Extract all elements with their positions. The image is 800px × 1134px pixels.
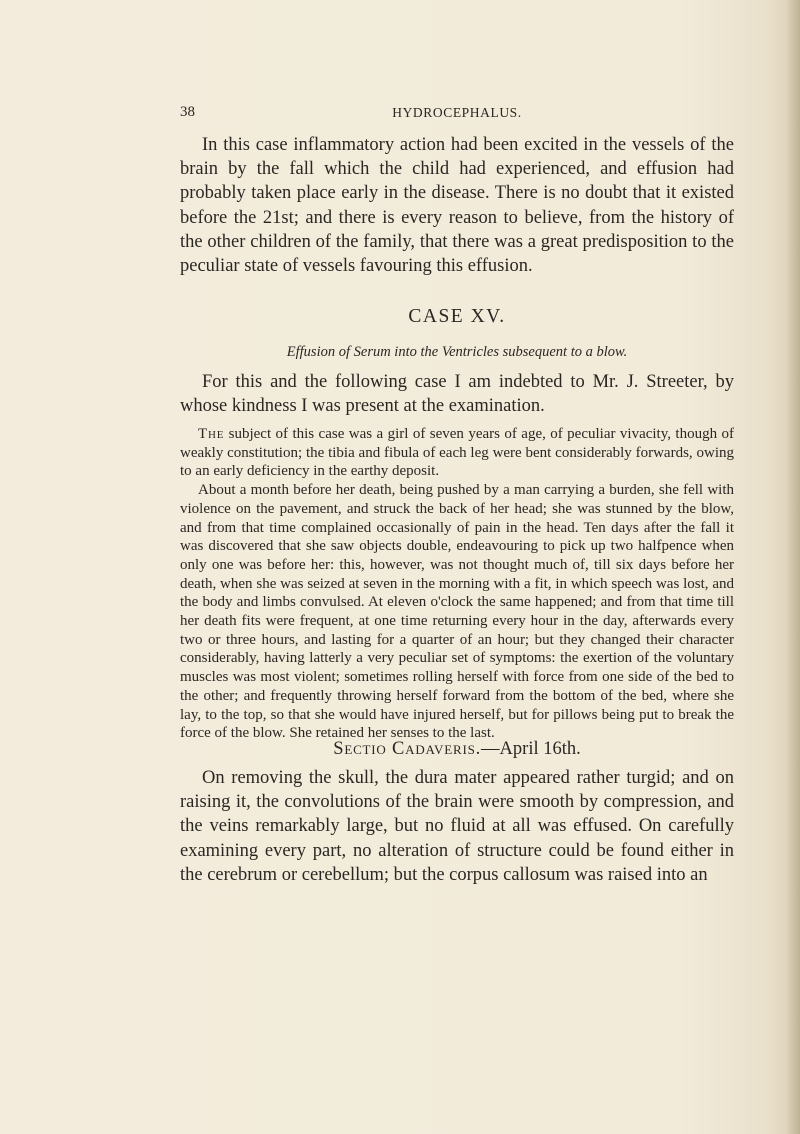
running-title: HYDROCEPHALUS.	[392, 105, 522, 120]
history-paragraph-1	[180, 425, 734, 481]
history-paragraph-2: About a month before her death, being pushed by a man carrying a burden, she fell with violence on the pavement, and struck the back of her head; she was stunned by the blow, and from that time complained occasionally of pain in the head. Ten days after the fall it was discovered that she saw objects double, endeavouring to pick up two halfpence when only one was before her: this, however, was not thought much of, till six days before her death, when she was seized at seven in the morning with a fit, in which speech was lost, and the body and limbs convulsed. At eleven o'clock the same happened; and from that time till her death fits were frequent, at one time returning every hour in the day, afterwards every two or three hours, and lasting for a quarter of an hour; but they changed their character considerably, having latterly a very peculiar set of symptoms: the exertion of the voluntary muscles was most violent; sometimes rolling herself with force from one side of the bed to the other; and frequently throwing herself forward from the bottom of the bed, where she lay, to the top, so that she would have injured herself, but for pillows being put to break the force of the blow. She retained her senses to the last.	[180, 482, 734, 742]
case-heading: CASE XV.	[408, 306, 506, 327]
history-paragraph-1-text: subject of this case was a girl of seven years of age, of peculiar vivacity, though of weakly constitution; the tibia and fibula of each leg were bent considerably forwards, owing to an early deficiency in the earthy deposit.	[180, 426, 734, 480]
page-number: 38	[180, 104, 195, 120]
sectio-paragraph-block	[180, 766, 734, 887]
case-subtitle: Effusion of Serum into the Ventricles subsequent to a blow.	[286, 344, 628, 360]
intro-paragraph-block	[180, 133, 734, 278]
acknowledgement-block	[180, 370, 734, 418]
case-history-block	[180, 425, 734, 743]
sectio-heading	[180, 739, 734, 760]
page-edge-shadow	[786, 0, 800, 1134]
intro-paragraph: In this case inflammatory action had been excited in the vessels of the brain by the fall which the child had experienced, and effusion had probably taken place early in the disease. There is no doubt that it existed before the 21st; and there is every reason to believe, from the history of the other children of the family, that there was a great predisposition to the peculiar state of vessels favouring this effusion.	[180, 135, 734, 277]
sectio-date: —April 16th.	[481, 739, 581, 759]
sectio-paragraph: On removing the skull, the dura mater appeared rather turgid; and on raising it, the convolutions of the brain were smooth by compression, and the veins remarkably large, but no fluid at all was effused. On carefully examining every part, no alteration of structure could be found either in the cerebrum or cerebellum; but the corpus callosum was raised into an	[180, 768, 734, 885]
acknowledgement-paragraph: For this and the following case I am indebted to Mr. J. Streeter, by whose kindness I was present at the examination.	[180, 372, 734, 417]
sectio-label: Sectio Cadaveris.	[333, 739, 482, 759]
lead-word: The	[198, 426, 225, 442]
running-head	[180, 104, 734, 126]
